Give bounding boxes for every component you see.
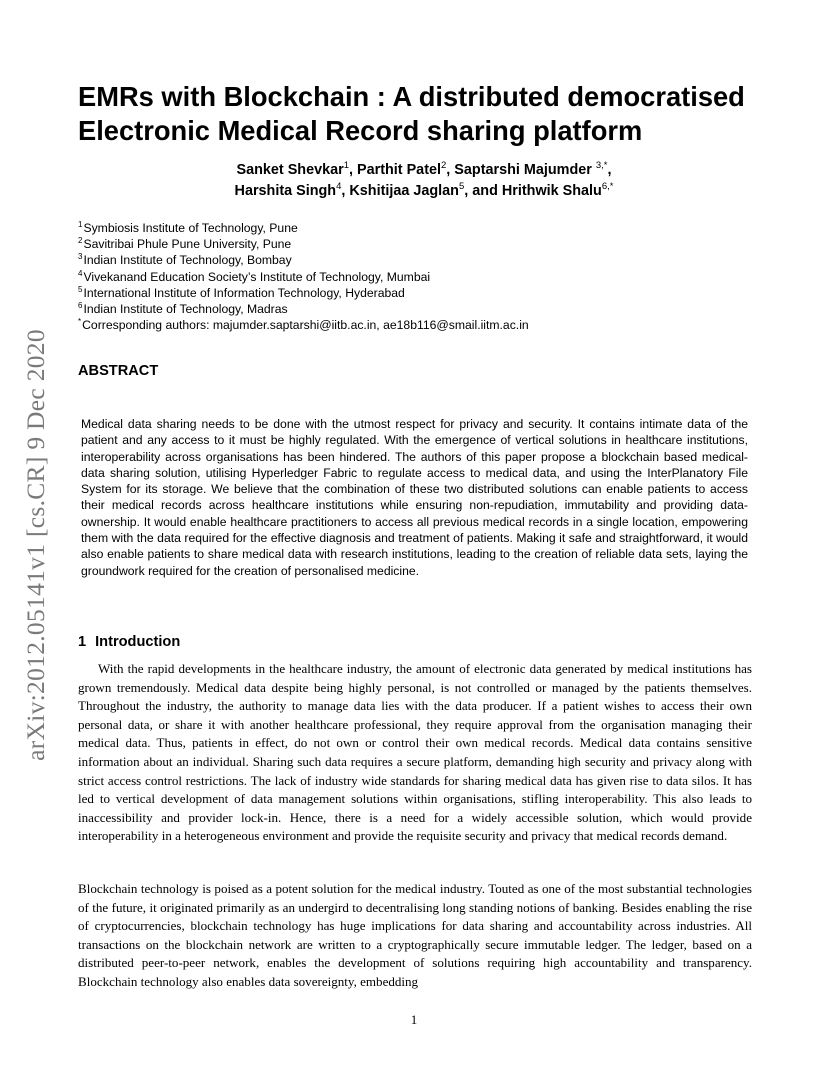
paper-title: EMRs with Blockchain : A distributed democratised Electronic Medical Record sharing platform — [78, 81, 745, 146]
author-affiliation-mark: 4 — [336, 181, 342, 192]
affiliation-text: Savitribai Phule Pune University, Pune — [83, 237, 292, 252]
author-separator: , — [341, 183, 350, 199]
affiliation-mark: 1 — [78, 220, 83, 229]
author-affiliation-mark: 2 — [441, 160, 447, 171]
arxiv-id: arXiv:2012.05141v1 [cs.CR] 9 Dec 2020 — [21, 329, 51, 761]
affiliation-mark: 2 — [78, 236, 83, 246]
author-separator: , — [607, 162, 612, 178]
author-affiliation-mark: 5 — [458, 181, 465, 192]
author-line-2 — [78, 181, 770, 202]
body-paragraph: With the rapid developments in the healthcare industry, the amount of electronic data generated by medical institutions has grown tremendously. Medical data despite being highly personal, is not controlled or managed by the patients themselves. Throughout the industry, the authority to manage data lies with the data producer. If a patient wishes to access their own personal data, or share it with another healthcare professional, they require approval from the organisation managing their medical data. Thus, patients in effect, do not own or control their own medical records. Medical data contains sensitive information about an individual. Sharing such data requires a secure platform, demanding high security and privacy along with strict access control restrictions. The lack of industry wide standards for sharing medical data has given rise to data silos. It has led to vertical development of data management solutions within organisations, stifling interoperability. This also leads to inaccessibility and provider lock-in. Hence, there is a need for a widely accessible solution, which would provide interoperability in a heterogeneous environment and provide the requisite security and privacy that medical records demand. — [78, 661, 752, 844]
affiliation-mark: 4 — [78, 268, 83, 278]
author-name: Sanket Shevkar — [236, 162, 344, 178]
author-name: Harshita Singh — [234, 183, 337, 199]
affiliation-mark: 6 — [78, 301, 83, 311]
corresponding-authors-text: Corresponding authors: majumder.saptarshi@iitb.ac.in, ae18b116@smail.iitm.ac.in — [82, 318, 529, 333]
affiliation-item — [78, 269, 778, 285]
affiliation-mark: * — [78, 317, 82, 327]
author-name: Parthit Patel — [357, 162, 441, 178]
author-name: Saptarshi Majumder — [454, 162, 596, 178]
arxiv-sidebar-stamp — [18, 290, 54, 800]
affiliation-item — [78, 285, 778, 301]
author-affiliation-mark: 3,* — [595, 160, 608, 171]
abstract-text: Medical data sharing needs to be done with the utmost respect for privacy and security. It contains intimate data of the patient and any access to it must be highly regulated. With the emergence of vertical solutions in healthcare institutions, interoperability across organisations has been hindered. The authors of this paper propose a blockchain based medical-data sharing solution, utilising Hyperledger Fabric to regulate access to medical data, and using the InterPlanatory File System for its storage. We believe that the combination of these two distributed solutions can enable patients to access their medical records across healthcare institutions while ensuring non-repudiation, immutability and providing data-ownership. It would enable healthcare practitioners to access all previous medical records in a single location, empowering them with the data required for the effective diagnosis and treatment of patients. Making it safe and straightforward, it would also enable patients to share medical data with research institutions, leading to the creation of reliable data sets, laying the groundwork required for the creation of personalised medicine. — [81, 417, 748, 578]
author-affiliation-mark: 6,* — [601, 181, 614, 192]
affiliation-mark: 5 — [78, 284, 83, 294]
affiliation-mark: 3 — [78, 252, 83, 262]
affiliation-text: Vivekanand Education Society’s Institute of Technology, Mumbai — [83, 269, 431, 284]
abstract-heading: ABSTRACT — [78, 363, 159, 379]
author-name: Hrithwik Shalu — [501, 183, 602, 199]
affiliation-text: International Institute of Information Technology, Hyderabad — [83, 285, 405, 300]
author-separator: , — [349, 162, 358, 178]
section-heading-introduction — [78, 633, 180, 651]
affiliation-text: Indian Institute of Technology, Madras — [83, 302, 288, 317]
author-affiliation-mark: 1 — [343, 160, 350, 171]
author-separator: , and — [464, 183, 502, 199]
affiliation-item — [78, 220, 778, 236]
corresponding-authors — [78, 317, 778, 333]
author-line-1 — [78, 160, 770, 181]
author-separator: , — [446, 162, 455, 178]
page-number: 1 — [410, 1012, 418, 1027]
section-title: Introduction — [95, 634, 181, 650]
affiliation-item — [78, 301, 778, 317]
author-name: Kshitijaa Jaglan — [349, 183, 459, 199]
affiliation-list — [78, 220, 778, 333]
section-number: 1 — [78, 634, 87, 650]
body-paragraph: Blockchain technology is poised as a potent solution for the medical industry. Touted as one of the most substantial technologies of the future, it originated primarily as an undergird to decentralising long standing notions of banking. Besides enabling the rise of cryptocurrencies, blockchain technology has huge implications for data sharing and accountability across industries. All transactions on the blockchain network are written to a cryptographically secure immutable ledger. The ledger, based on a distributed peer-to-peer network, enables the development of solutions requiring high accountability and transparency. Blockchain technology also enables data sovereignty, embedding — [78, 881, 752, 989]
author-list — [78, 160, 770, 202]
affiliation-item — [78, 252, 778, 268]
affiliation-item — [78, 236, 778, 252]
affiliation-text: Indian Institute of Technology, Bombay — [83, 253, 292, 268]
affiliation-text: Symbiosis Institute of Technology, Pune — [83, 221, 298, 235]
